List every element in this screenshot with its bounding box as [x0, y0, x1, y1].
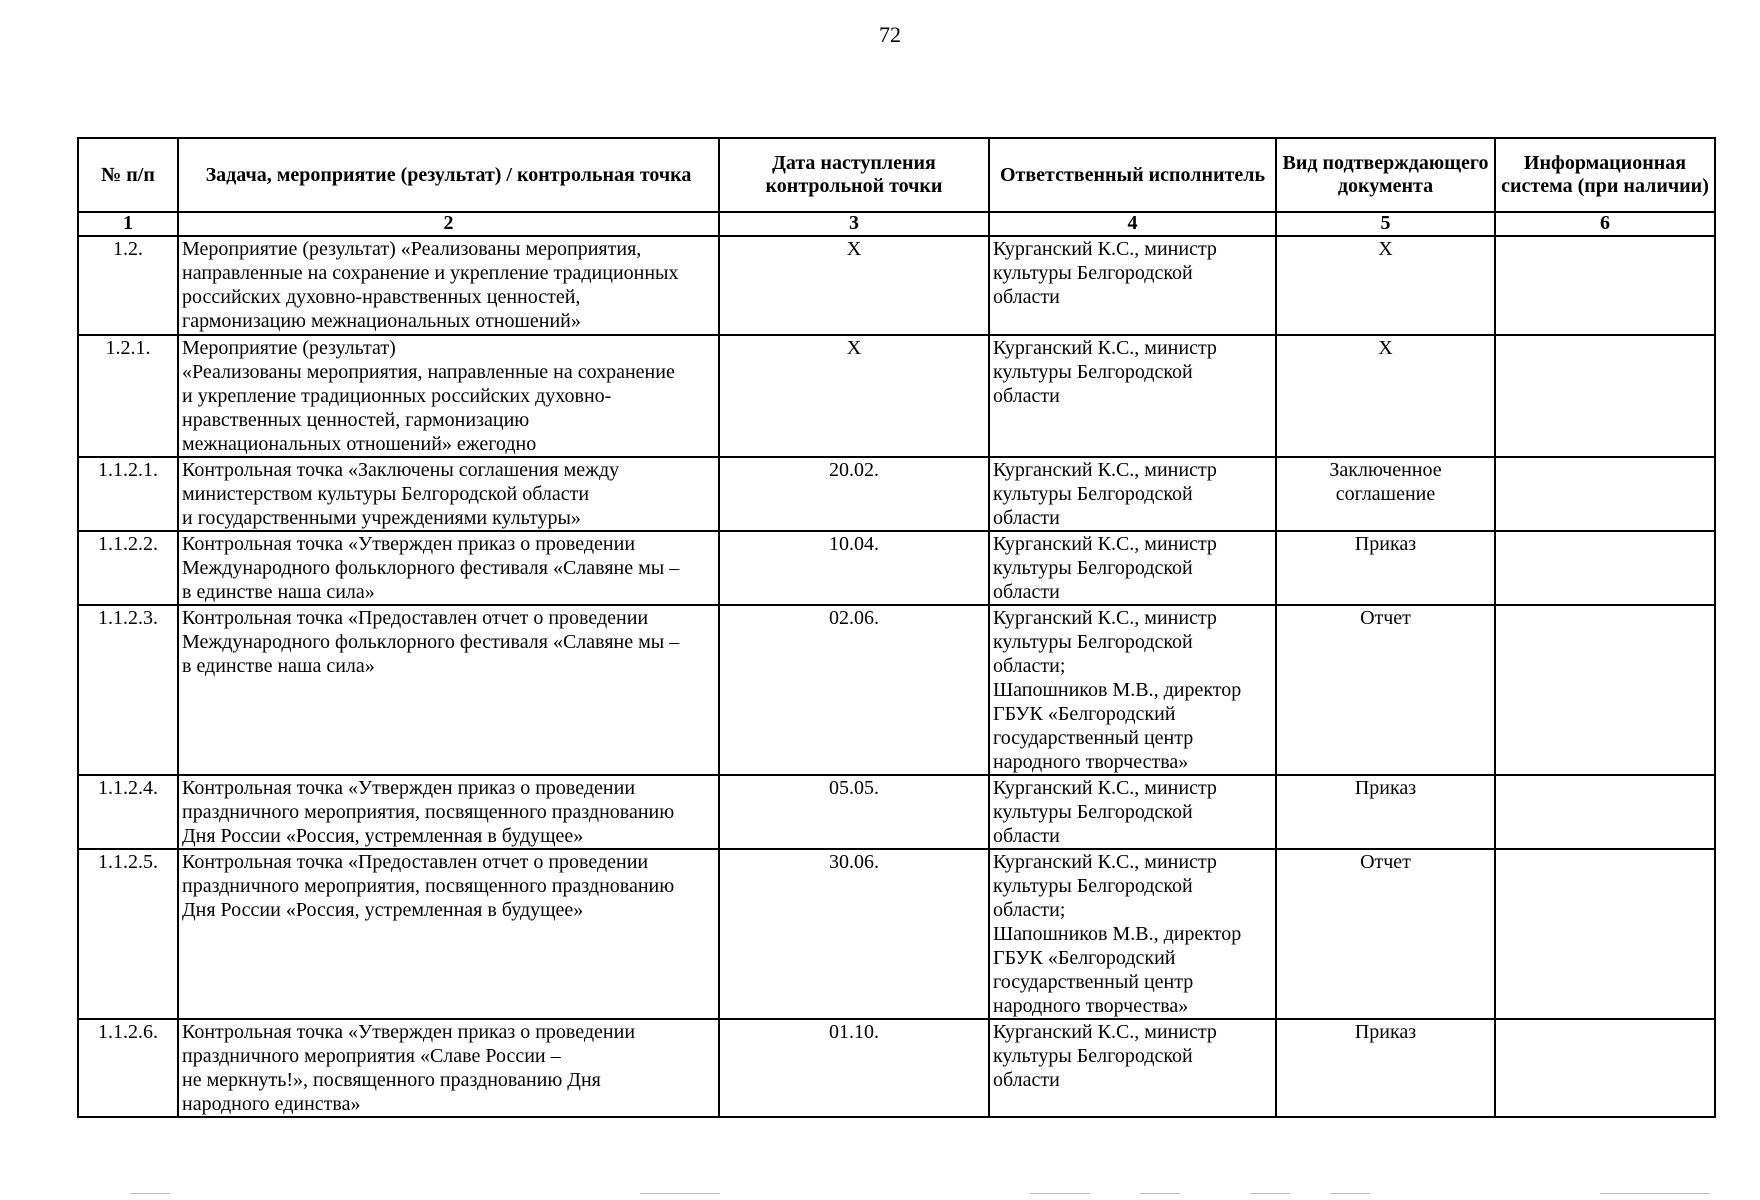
header-information-system: Информационная система (при наличии) — [1495, 138, 1715, 212]
responsible-line: Курганский К.С., министр — [993, 459, 1217, 481]
confirming-document — [1276, 335, 1495, 457]
task-line: Контрольная точка «Утвержден приказ о проведении — [182, 533, 636, 555]
responsible-executor — [989, 605, 1276, 775]
task-line: «Реализованы мероприятия, направленные на сохранение — [182, 361, 675, 383]
responsible-line: государственный центр — [993, 971, 1194, 993]
column-number: 2 — [178, 212, 719, 236]
responsible-line: Шапошников М.В., директор — [993, 923, 1242, 945]
task-line: в единстве наша сила» — [182, 581, 375, 603]
confirming-document — [1276, 531, 1495, 605]
task-line: Дня России «Россия, устремленная в будущее» — [182, 899, 584, 921]
table-row — [78, 531, 1715, 605]
table-row — [78, 1019, 1715, 1117]
confirming-document — [1276, 457, 1495, 531]
control-point-date: 05.05. — [719, 775, 989, 849]
task-line: праздничного мероприятия, посвященного празднованию — [182, 801, 675, 823]
responsible-line: культуры Белгородской — [993, 631, 1193, 653]
responsible-line: Курганский К.С., министр — [993, 1021, 1217, 1043]
task-line: праздничного мероприятия «Славе России – — [182, 1045, 561, 1067]
responsible-line: культуры Белгородской — [993, 1045, 1193, 1067]
header-document-type: Вид подтверждающего документа — [1276, 138, 1495, 212]
responsible-line: Курганский К.С., министр — [993, 238, 1217, 260]
column-number: 4 — [989, 212, 1276, 236]
responsible-line: Курганский К.С., министр — [993, 607, 1217, 629]
responsible-line: культуры Белгородской — [993, 483, 1193, 505]
confirming-document — [1276, 775, 1495, 849]
row-number: 1.1.2.6. — [78, 1019, 178, 1117]
control-point-date: 20.02. — [719, 457, 989, 531]
footer-rule — [1140, 1193, 1180, 1194]
responsible-executor — [989, 1019, 1276, 1117]
header-task: Задача, мероприятие (результат) / контрольная точка — [178, 138, 719, 212]
responsible-line: области — [993, 286, 1060, 308]
responsible-line: области — [993, 385, 1060, 407]
task-line: праздничного мероприятия, посвященного празднованию — [182, 875, 675, 897]
task-line: Контрольная точка «Утвержден приказ о проведении — [182, 1021, 636, 1043]
responsible-line: Курганский К.С., министр — [993, 337, 1217, 359]
task-line: нравственных ценностей, гармонизацию — [182, 409, 530, 431]
document-line: Приказ — [1354, 777, 1417, 799]
task-line: Контрольная точка «Заключены соглашения между — [182, 459, 620, 481]
task-line: не меркнуть!», посвященного празднованию Дня — [182, 1069, 601, 1091]
document-line: Приказ — [1354, 1021, 1417, 1043]
control-point-date: 10.04. — [719, 531, 989, 605]
row-number: 1.1.2.5. — [78, 849, 178, 1019]
table-row — [78, 236, 1715, 335]
footer-rule — [130, 1193, 170, 1194]
task-description — [178, 1019, 719, 1117]
row-number: 1.2.1. — [78, 335, 178, 457]
confirming-document — [1276, 605, 1495, 775]
responsible-line: народного творчества» — [993, 995, 1189, 1017]
responsible-line: Курганский К.С., министр — [993, 533, 1217, 555]
responsible-line: ГБУК «Белгородский — [993, 947, 1176, 969]
document-line: Приказ — [1354, 533, 1417, 555]
task-description — [178, 849, 719, 1019]
information-system — [1495, 775, 1715, 849]
table-row — [78, 775, 1715, 849]
task-description — [178, 531, 719, 605]
responsible-line: Курганский К.С., министр — [993, 851, 1217, 873]
responsible-executor — [989, 335, 1276, 457]
column-number: 5 — [1276, 212, 1495, 236]
row-number: 1.1.2.4. — [78, 775, 178, 849]
task-description — [178, 605, 719, 775]
footer-rule — [1600, 1193, 1710, 1194]
information-system — [1495, 849, 1715, 1019]
responsible-line: области; — [993, 655, 1066, 677]
row-number: 1.1.2.2. — [78, 531, 178, 605]
table-header-row — [78, 138, 1715, 212]
column-number: 1 — [78, 212, 178, 236]
responsible-line: области — [993, 581, 1060, 603]
responsible-line: области — [993, 507, 1060, 529]
header-responsible: Ответственный исполнитель — [989, 138, 1276, 212]
responsible-line: Шапошников М.В., директор — [993, 679, 1242, 701]
task-line: Контрольная точка «Предоставлен отчет о проведении — [182, 851, 649, 873]
task-line: Дня России «Россия, устремленная в будущее» — [182, 825, 584, 847]
column-number: 3 — [719, 212, 989, 236]
information-system — [1495, 236, 1715, 335]
control-point-date: Х — [719, 236, 989, 335]
responsible-executor — [989, 849, 1276, 1019]
responsible-executor — [989, 457, 1276, 531]
footer-rule — [1030, 1193, 1090, 1194]
task-line: и государственными учреждениями культуры» — [182, 507, 581, 529]
task-description — [178, 457, 719, 531]
header-date: Дата наступления контрольной точки — [719, 138, 989, 212]
responsible-line: области — [993, 1069, 1060, 1091]
table-row — [78, 605, 1715, 775]
page-number: 72 — [879, 22, 901, 47]
task-line: Контрольная точка «Предоставлен отчет о проведении — [182, 607, 649, 629]
task-description — [178, 236, 719, 335]
information-system — [1495, 605, 1715, 775]
table-body — [78, 236, 1715, 1117]
task-line: народного единства» — [182, 1093, 361, 1115]
task-line: министерством культуры Белгородской области — [182, 483, 590, 505]
responsible-line: области — [993, 825, 1060, 847]
row-number: 1.2. — [78, 236, 178, 335]
footer-rule — [640, 1193, 720, 1194]
task-line: российских духовно-нравственных ценностей, — [182, 286, 581, 308]
task-line: межнациональных отношений» ежегодно — [182, 433, 537, 455]
task-line: Мероприятие (результат) «Реализованы мероприятия, — [182, 238, 642, 260]
information-system — [1495, 335, 1715, 457]
footer-rule — [1330, 1193, 1370, 1194]
responsible-line: ГБУК «Белгородский — [993, 703, 1176, 725]
task-line: Мероприятие (результат) — [182, 337, 396, 359]
responsible-executor — [989, 531, 1276, 605]
document-line: Х — [1378, 337, 1393, 359]
responsible-line: культуры Белгородской — [993, 361, 1193, 383]
table-row — [78, 335, 1715, 457]
task-line: в единстве наша сила» — [182, 655, 375, 677]
confirming-document — [1276, 1019, 1495, 1117]
control-point-date: Х — [719, 335, 989, 457]
row-number: 1.1.2.1. — [78, 457, 178, 531]
task-line: гармонизацию межнациональных отношений» — [182, 310, 581, 332]
document-line: Заключенное — [1329, 459, 1442, 481]
document-line: соглашение — [1335, 483, 1436, 505]
header-number: № п/п — [78, 138, 178, 212]
responsible-line: государственный центр — [993, 727, 1194, 749]
task-description — [178, 775, 719, 849]
confirming-document — [1276, 849, 1495, 1019]
responsible-line: культуры Белгородской — [993, 262, 1193, 284]
row-number: 1.1.2.3. — [78, 605, 178, 775]
responsible-line: культуры Белгородской — [993, 875, 1193, 897]
responsible-executor — [989, 236, 1276, 335]
document-line: Отчет — [1360, 607, 1411, 629]
responsible-line: культуры Белгородской — [993, 557, 1193, 579]
footer-rule — [1250, 1193, 1290, 1194]
task-line: Международного фольклорного фестиваля «Славяне мы – — [182, 557, 680, 579]
responsible-line: Курганский К.С., министр — [993, 777, 1217, 799]
control-points-table — [77, 137, 1716, 1118]
control-point-date: 30.06. — [719, 849, 989, 1019]
column-number-row — [78, 212, 1715, 236]
task-description — [178, 335, 719, 457]
responsible-line: культуры Белгородской — [993, 801, 1193, 823]
task-line: Международного фольклорного фестиваля «Славяне мы – — [182, 631, 680, 653]
document-line: Отчет — [1360, 851, 1411, 873]
responsible-executor — [989, 775, 1276, 849]
table-row — [78, 457, 1715, 531]
responsible-line: области; — [993, 899, 1066, 921]
control-point-date: 01.10. — [719, 1019, 989, 1117]
task-line: Контрольная точка «Утвержден приказ о проведении — [182, 777, 636, 799]
information-system — [1495, 1019, 1715, 1117]
information-system — [1495, 457, 1715, 531]
document-line: Х — [1378, 238, 1393, 260]
confirming-document — [1276, 236, 1495, 335]
information-system — [1495, 531, 1715, 605]
column-number: 6 — [1495, 212, 1715, 236]
responsible-line: народного творчества» — [993, 751, 1189, 773]
control-point-date: 02.06. — [719, 605, 989, 775]
table-row — [78, 849, 1715, 1019]
task-line: направленные на сохранение и укрепление традиционных — [182, 262, 679, 284]
task-line: и укрепление традиционных российских духовно- — [182, 385, 612, 407]
